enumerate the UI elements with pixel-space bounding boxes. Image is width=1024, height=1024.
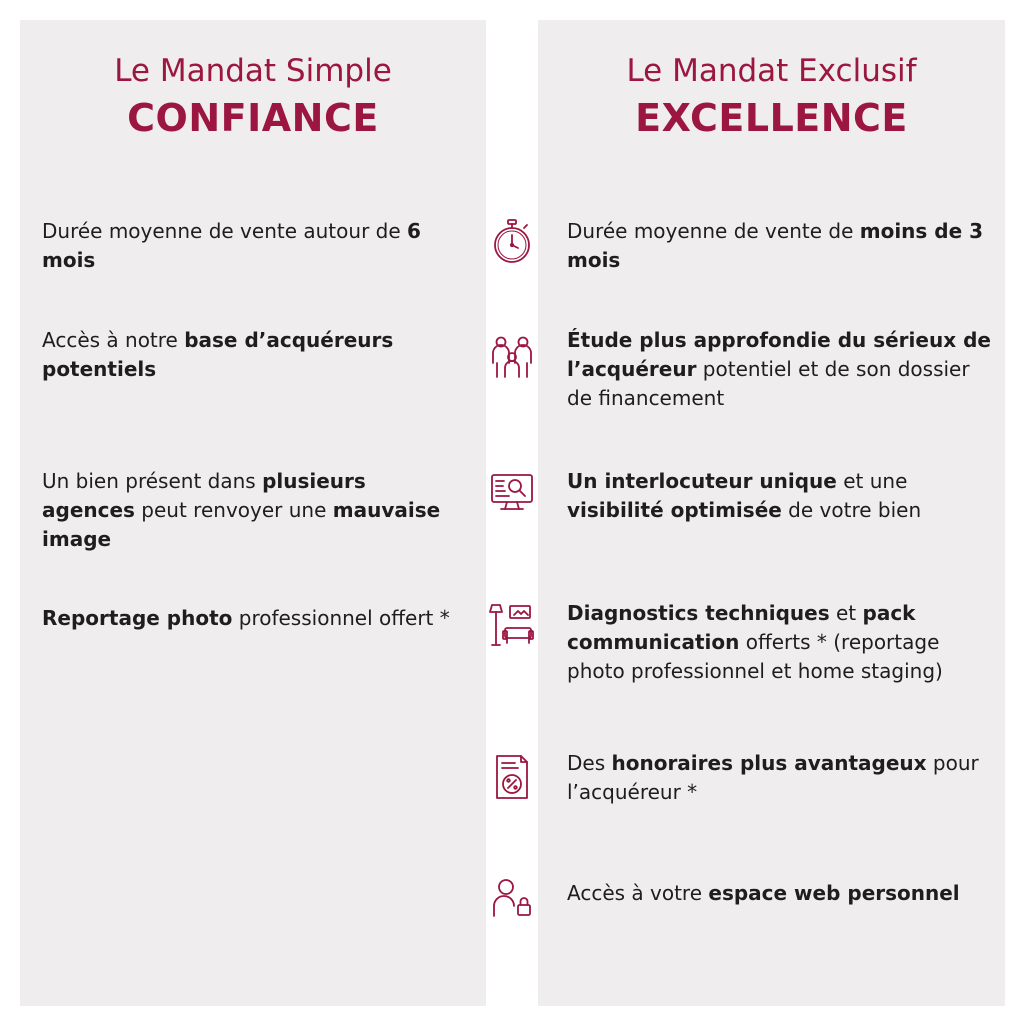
- simple-item-acces: [42, 326, 462, 384]
- exclusif-item-espace-web: [567, 879, 997, 908]
- simple-item-text: professionnel offert *: [232, 606, 450, 630]
- exclusif-item-interlocuteur: [567, 467, 997, 525]
- exclusif-item-text: pour l’acquéreur *: [567, 751, 979, 804]
- simple-item-text: peut renvoyer une: [134, 498, 333, 522]
- simple-item-bold: 6 mois: [42, 219, 421, 272]
- user-lock-icon: [487, 873, 537, 923]
- simple-item-duree: [42, 217, 462, 275]
- monitor-search-icon: [487, 466, 537, 516]
- simple-item-text: Accès à notre: [42, 328, 185, 352]
- document-percent-icon: [487, 752, 537, 802]
- exclusif-item-honoraires: [567, 749, 997, 807]
- exclusif-item-text: Durée moyenne de vente de: [567, 219, 860, 243]
- simple-item-reportage: [42, 604, 462, 633]
- exclusif-item-bold: moins de 3 mois: [567, 219, 984, 272]
- exclusif-item-text: Accès à votre: [567, 881, 709, 905]
- exclusif-item-bold: espace web personnel: [708, 881, 960, 905]
- exclusif-item-bold: honoraires plus avantageux: [611, 751, 927, 775]
- exclusif-item-bold: pack communication: [567, 601, 916, 654]
- simple-item-text: Durée moyenne de vente autour de: [42, 219, 407, 243]
- simple-item-bold: base d’acquéreurs potentiels: [42, 328, 394, 381]
- exclusif-item-diagnostics: [567, 599, 997, 686]
- exclusif-item-duree: [567, 217, 997, 275]
- exclusif-item-etude: [567, 326, 997, 413]
- mandat-exclusif-subtitle: Le Mandat Exclusif: [626, 53, 917, 89]
- exclusif-item-bold: visibilité optimisée: [567, 498, 782, 522]
- mandat-exclusif-panel: [538, 20, 1005, 1006]
- exclusif-item-bold: Diagnostics techniques: [567, 601, 830, 625]
- mandat-simple-subtitle: Le Mandat Simple: [114, 53, 392, 89]
- simple-item-text: Un bien présent dans: [42, 469, 263, 493]
- mandat-simple-panel: [20, 20, 486, 1006]
- mandat-exclusif-title: EXCELLENCE: [635, 96, 908, 140]
- stopwatch-icon: [487, 217, 537, 267]
- exclusif-item-text: de votre bien: [781, 498, 922, 522]
- exclusif-item-bold: Étude plus approfondie du sérieux de l’acquéreur: [567, 328, 991, 381]
- exclusif-item-text: offerts * (reportage photo professionnel et home staging): [567, 630, 943, 683]
- exclusif-item-text: potentiel et de son dossier de financement: [567, 357, 970, 410]
- exclusif-item-text: et: [829, 601, 863, 625]
- simple-item-bold: plusieurs agences: [42, 469, 366, 522]
- exclusif-item-text: Des: [567, 751, 612, 775]
- exclusif-item-bold: Un interlocuteur unique: [567, 469, 837, 493]
- exclusif-item-text: et une: [836, 469, 908, 493]
- family-icon: [487, 333, 537, 383]
- mandat-simple-title: CONFIANCE: [127, 96, 379, 140]
- simple-item-bold: mauvaise image: [42, 498, 441, 551]
- simple-item-agences: [42, 467, 462, 554]
- living-room-icon: [487, 601, 537, 651]
- simple-item-bold: Reportage photo: [42, 606, 233, 630]
